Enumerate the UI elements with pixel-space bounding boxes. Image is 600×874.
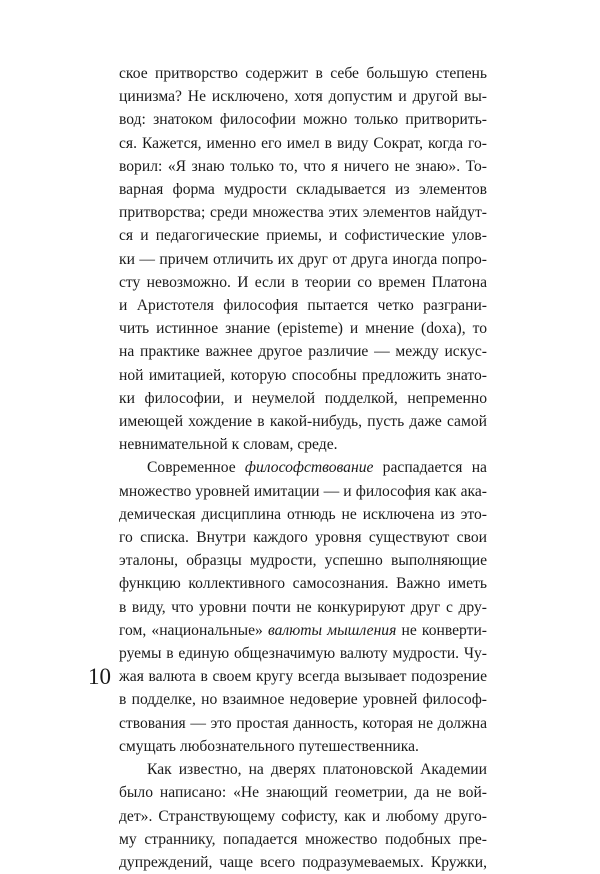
- text-line: жая валюта в своем кругу всегда вызывает подозрение: [119, 668, 487, 686]
- text-line: множество уровней имитации — и философия как ака-: [119, 482, 487, 500]
- text-line: цинизма? Не исключено, хотя допустим и другой вы-: [119, 88, 487, 106]
- text-line: му страннику, попадается множество подобных пре-: [119, 830, 487, 848]
- text-line: руемы в единую общезначимую валюту мудрости. Чу-: [119, 645, 487, 663]
- emphasis: валюты мышления: [267, 621, 397, 639]
- text-line: смущать любознательного путешественника.: [119, 737, 419, 755]
- text-line: ствования — это простая данность, которая не должна: [119, 714, 487, 732]
- text-line: го списка. Внутри каждого уровня существуют свои: [119, 529, 487, 547]
- text-line: Как известно, на дверях платоновской Академии: [147, 761, 487, 779]
- text-line: дупреждений, чаще всего подразумеваемых. Кружки,: [119, 853, 487, 871]
- text-line: функцию коллективного самосознания. Важно иметь: [119, 575, 487, 593]
- text-line: на практике важнее другое различие — между искус-: [119, 343, 487, 361]
- text-line: притворства; среди множества этих элементов найдут-: [119, 204, 487, 222]
- text-line: было написано: «Не знающий геометрии, да не вой-: [119, 784, 487, 802]
- text-line: ское притворство содержит в себе большую степень: [119, 65, 487, 82]
- text-line: имеющей хождение в какой-нибудь, пусть даже самой: [119, 413, 487, 431]
- text-line: чить истинное знание (episteme) и мнение (doxa), то: [119, 320, 487, 338]
- emphasis: философствование: [244, 459, 374, 477]
- text-line: гом, «национальные» валюты мышления не конверти-: [119, 621, 487, 639]
- text-line: сту невозможно. И если в теории со времен Платона: [119, 273, 487, 291]
- body-text: [119, 62, 487, 874]
- text-line: и Аристотеля философия пытается четко разграни-: [119, 297, 487, 315]
- paragraph-3: [119, 758, 487, 874]
- text-line: невнимательной к словам, среде.: [119, 436, 338, 454]
- text-line: ся и педагогические приемы, и софистические улов-: [119, 227, 487, 245]
- text-line: ворил: «Я знаю только то, что я ничего не знаю». То-: [119, 157, 487, 175]
- text-line: ной имитацией, которую способны предложить знато-: [119, 366, 487, 384]
- text-line: дет». Странствующему софисту, как и любому друго-: [119, 807, 487, 825]
- text-line: в виду, что уровни почти не конкурируют друг с дру-: [119, 598, 487, 616]
- text-line: ки — причем отличить их друг от друга иногда попро-: [119, 250, 487, 268]
- text-line: вод: знатоком философии можно только притворить-: [119, 111, 487, 129]
- text-line: в подделке, но взаимное недоверие уровней философ-: [119, 691, 487, 709]
- paragraph-2: [119, 456, 487, 758]
- text-line: варная форма мудрости складывается из элементов: [119, 181, 487, 199]
- text-line: Современное философствование распадается на: [147, 459, 487, 477]
- text-line: демическая дисциплина отнюдь не исключена из это-: [119, 505, 487, 523]
- page-number: 10: [88, 664, 111, 689]
- text-line: ки философии, и неумелой подделкой, непременно: [119, 389, 487, 407]
- paragraph-1: [119, 62, 487, 456]
- text-line: эталоны, образцы мудрости, успешно выполняющие: [119, 552, 487, 570]
- text-line: ся. Кажется, именно его имел в виду Сократ, когда го-: [119, 134, 487, 152]
